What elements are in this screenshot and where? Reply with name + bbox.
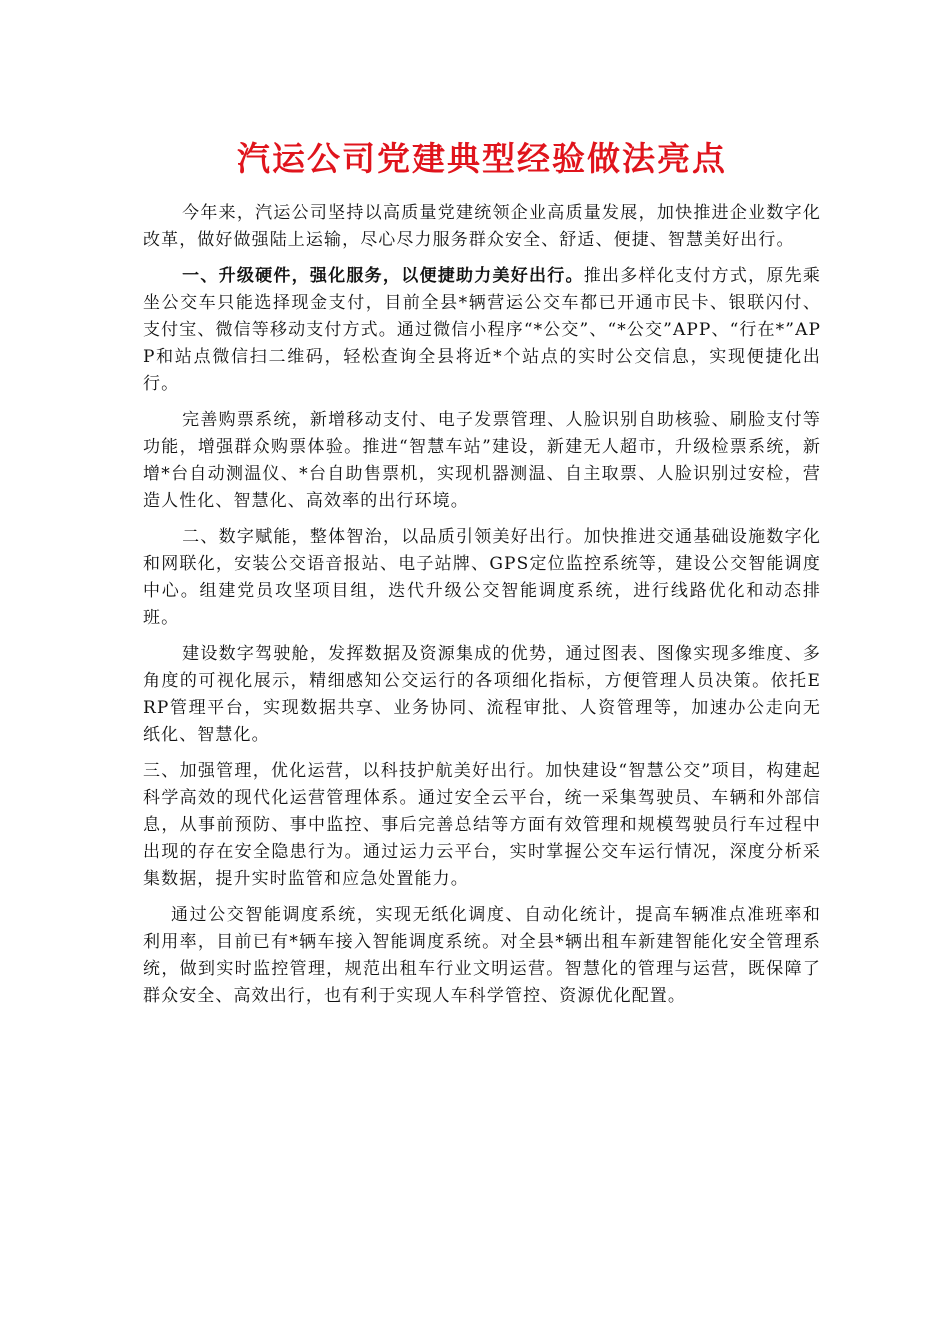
paragraph-dispatch [143,902,821,1010]
paragraph-text: 完善购票系统，新增移动支付、电子发票管理、人脸识别自助核验、刷脸支付等功能，增强群众购票体验。推进“智慧车站”建设，新建无人超市，升级检票系统，新增*台自动测温仪、*台自助售票机，实现机器测温、自主取票、人脸识别过安检，营造人性化、智慧化、高效率的出行环境。 [143,410,821,511]
paragraph-text: 建设数字驾驶舱，发挥数据及资源集成的优势，通过图表、图像实现多维度、多角度的可视化展示，精细感知公交运行的各项细化指标，方便管理人员决策。依托ERP管理平台，实现数据共享、业务协同、流程审批、人资管理等，加速办公走向无纸化、智慧化。 [143,644,821,745]
paragraph-ticketing [143,407,821,515]
paragraph-section-1 [143,263,821,398]
paragraph-text: 三、加强管理，优化运营，以科技护航美好出行。加快建设“智慧公交”项目，构建起科学高效的现代化运营管理体系。通过安全云平台，统一采集驾驶员、车辆和外部信息，从事前预防、事中监控、事后完善总结等方面有效管理和规模驾驶员行车过程中出现的存在安全隐患行为。通过运力云平台，实时掌握公交车运行情况，深度分析采集数据，提升实时监管和应急处置能力。 [143,761,821,889]
paragraph-section-2 [143,524,821,632]
paragraph-text: 通过公交智能调度系统，实现无纸化调度、自动化统计，提高车辆准点准班率和利用率，目前已有*辆车接入智能调度系统。对全县*辆出租车新建智能化安全管理系统，做到实时监控管理，规范出租车行业文明运营。智慧化的管理与运营，既保障了群众安全、高效出行，也有利于实现人车科学管控、资源优化配置。 [143,905,821,1006]
paragraph-text: 二、数字赋能，整体智治，以品质引领美好出行。加快推进交通基础设施数字化和网联化，安装公交语音报站、电子站牌、GPS定位监控系统等，建设公交智能调度中心。组建党员攻坚项目组，迭代升级公交智能调度系统，进行线路优化和动态排班。 [143,527,821,628]
paragraph-section-3 [143,758,821,893]
paragraph-text: 推出多样化支付方式，原先乘坐公交车只能选择现金支付，目前全县*辆营运公交车都已开通市民卡、银联闪付、支付宝、微信等移动支付方式。通过微信小程序“*公交”、“*公交”APP、“行在*”APP和站点微信扫二维码，轻松查询全县将近*个站点的实时公交信息，实现便捷化出行。 [143,266,821,394]
paragraph-intro [143,200,821,254]
document-title: 汽运公司党建典型经验做法亮点 [237,139,727,178]
section-heading: 一、升级硬件，强化服务，以便捷助力美好出行。 [182,266,584,286]
paragraph-cockpit [143,641,821,749]
paragraph-text: 今年来，汽运公司坚持以高质量党建统领企业高质量发展，加快推进企业数字化改革，做好做强陆上运输，尽心尽力服务群众安全、舒适、便捷、智慧美好出行。 [143,203,821,250]
document-page [143,132,821,1019]
